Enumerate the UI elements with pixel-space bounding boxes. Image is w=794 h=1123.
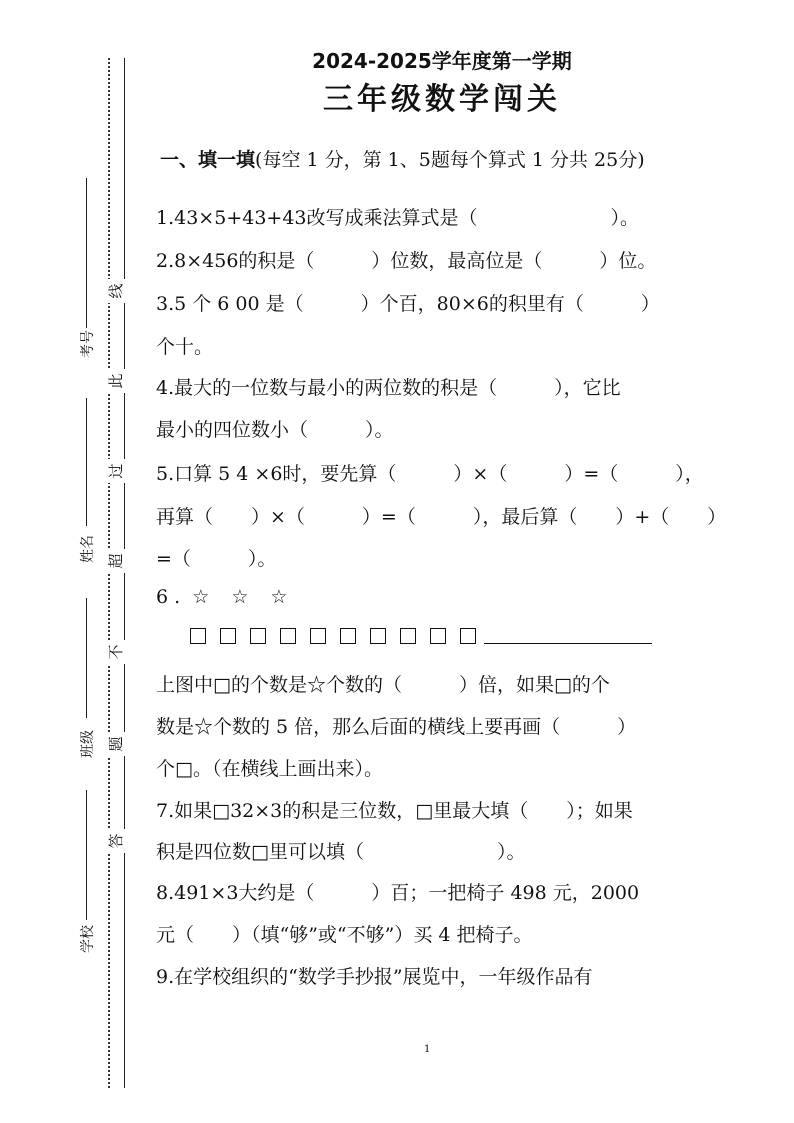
field-line-name [86,398,87,526]
question-line: 积是四位数□里可以填（ ）。 [156,841,526,863]
field-label-school: 学校 [80,925,96,953]
answer-blank-line[interactable] [484,627,652,644]
square-icon [370,628,386,644]
star-icon-row: ☆ ☆ ☆ [192,586,296,608]
field-label-name: 姓名 [80,535,96,563]
question-line: 7.如果□32×3的积是三位数，□里最大填（ ）；如果 [156,800,633,822]
field-line-class [86,598,87,718]
page-number: 1 [424,1044,431,1055]
field-line-school [86,790,87,920]
field-label-exam-number: 考号 [80,330,96,358]
question-line: 数是☆个数的 5 倍，那么后面的横线上要再画（ ） [156,716,637,738]
square-icon [250,628,266,644]
section-heading [160,145,645,172]
binding-char: 不 [107,640,125,664]
question-line: 5.口算 5 4 ×6时，要先算（ ）×（ ）=（ ）， [156,463,704,485]
question-line: 个十。 [156,336,214,358]
question-line: 2.8×456的积是（ ）位数，最高位是（ ）位。 [156,250,657,272]
question-line: 9.在学校组织的“数学手抄报”展览中，一年级作品有 [156,966,593,988]
question-line: =（ ）。 [156,548,277,570]
section-number: 一、 [160,149,199,171]
field-line-exam-number [86,178,87,328]
binding-char: 答 [107,829,125,853]
question-line: 再算（ ）×（ ）=（ ），最后算（ ）+（ ） [156,506,727,528]
binding-char: 过 [107,459,125,483]
section-note: (每空 1 分，第 1、5题每个算式 1 分共 25分) [255,149,645,171]
square-icon [310,628,326,644]
square-icon [190,628,206,644]
question-line: 元（ ）（填“够”或“不够”）买 4 把椅子。 [156,924,533,946]
square-icon [280,628,296,644]
question-6-number: 6 . [156,586,181,608]
term-title: 2024-2025学年度第一学期 [312,49,572,73]
question-line: 1.43×5+43+43改写成乘法算式是（ ）。 [156,207,640,229]
question-line: 上图中□的个数是☆个数的（ ）倍，如果□的个 [156,674,610,696]
square-icon [430,628,446,644]
square-icon [460,628,476,644]
binding-solid-line [124,58,125,1088]
binding-dotted-line [108,58,110,1088]
field-label-class: 班级 [80,730,96,758]
question-line: 4.最大的一位数与最小的两位数的积是（ ），它比 [156,377,621,399]
binding-char: 超 [107,549,125,573]
square-icon [400,628,416,644]
question-line: 个□。（在横线上画出来）。 [156,758,383,780]
square-icon [220,628,236,644]
section-title: 填一填 [198,149,256,171]
square-icon [340,628,356,644]
binding-char: 此 [107,369,125,393]
square-row [190,627,652,644]
exam-title: 三年级数学闯关 [323,82,561,117]
binding-char: 线 [107,279,125,303]
question-line: 8.491×3大约是（ ）百；一把椅子 498 元，2000 [156,882,640,904]
binding-char: 题 [107,732,125,756]
question-line: 3.5 个 6 00 是（ ）个百，80×6的积里有（ ） [156,293,660,315]
question-line: 最小的四位数小（ ）。 [156,419,394,441]
question-line [156,586,295,608]
